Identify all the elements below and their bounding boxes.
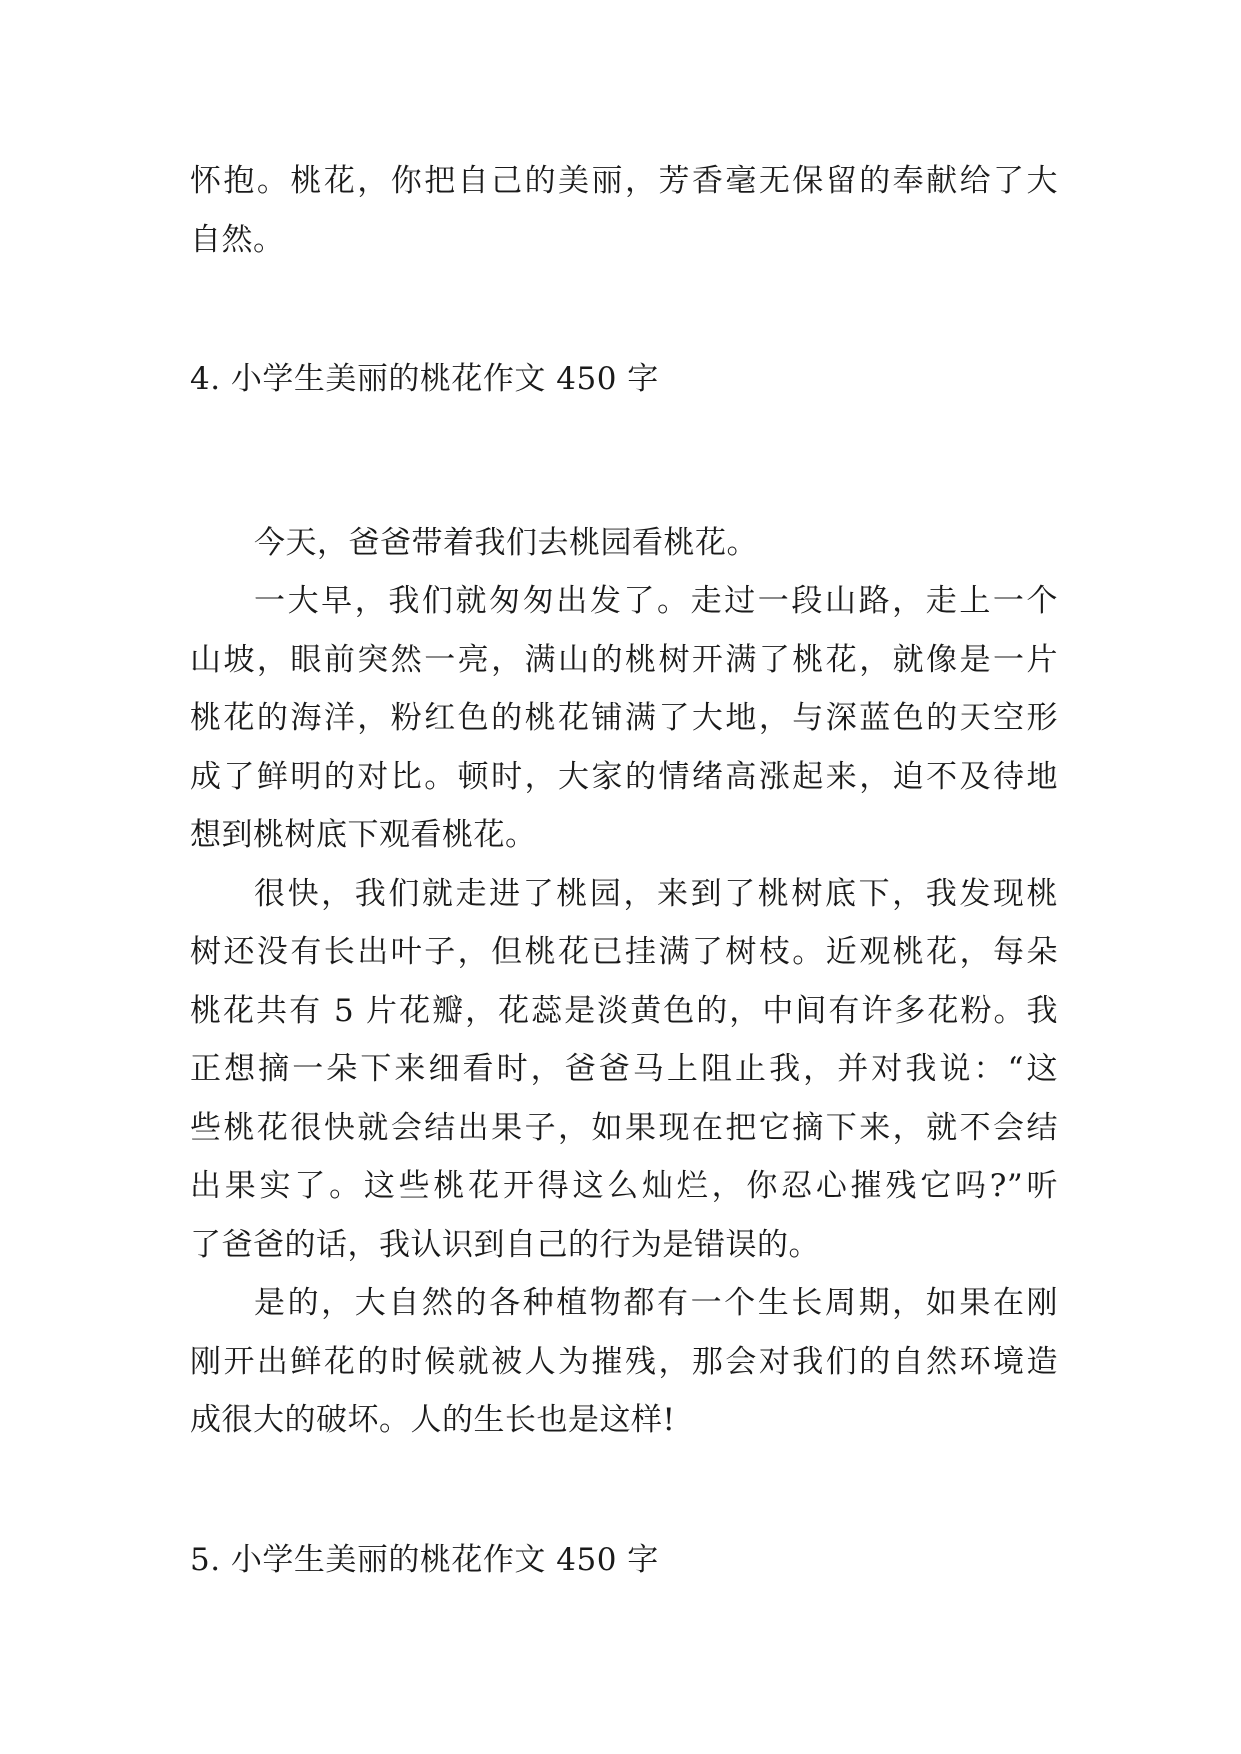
text-line: 桃花的海洋，粉红色的桃花铺满了大地，与深蓝色的天空形: [190, 700, 1058, 736]
text-line: 很快，我们就走进了桃园，来到了桃树底下，我发现桃: [254, 875, 1058, 912]
text-line: 一大早，我们就匆匆出发了。走过一段山路，走上一个: [254, 583, 1058, 619]
intro-paragraph: [190, 152, 1058, 269]
text-line: 了爸爸的话，我认识到自己的行为是错误的。: [190, 1226, 820, 1263]
text-line: 桃花共有 5 片花瓣，花蕊是淡黄色的，中间有许多花粉。我: [190, 992, 1058, 1029]
section-5-heading: 5. 小学生美丽的桃花作文 450 字: [190, 1541, 659, 1578]
document-page: [190, 152, 1058, 1589]
text-line: 自然。: [190, 221, 285, 258]
text-line: 是的，大自然的各种植物都有一个生长周期，如果在刚: [254, 1285, 1058, 1321]
section-4-paragraph-3: [190, 865, 1058, 1275]
section-4-paragraph-2: [190, 572, 1058, 865]
section-4-heading: 4. 小学生美丽的桃花作文 450 字: [190, 361, 659, 397]
text-line: 想到桃树底下观看桃花。: [190, 817, 537, 853]
text-line: 怀抱。桃花，你把自己的美丽，芳香毫无保留的奉献给了大: [190, 163, 1058, 199]
text-line: 成很大的破坏。人的生长也是这样!: [190, 1402, 676, 1438]
section-4-paragraph-4: [190, 1274, 1058, 1450]
section-4-paragraph-1: [190, 514, 1058, 573]
text-line: 些桃花很快就会结出果子，如果现在把它摘下来，就不会结: [190, 1109, 1058, 1146]
text-line: 正想摘一朵下来细看时，爸爸马上阻止我，并对我说：“这: [190, 1051, 1058, 1087]
text-line: 今天，爸爸带着我们去桃园看桃花。: [254, 524, 758, 561]
text-line: 成了鲜明的对比。顿时，大家的情绪高涨起来，迫不及待地: [190, 758, 1058, 795]
text-line: 树还没有长出叶子，但桃花已挂满了树枝。近观桃花，每朵: [190, 934, 1058, 970]
text-line: 刚开出鲜花的时候就被人为摧残，那会对我们的自然环境造: [190, 1343, 1058, 1380]
text-line: 出果实了。这些桃花开得这么灿烂，你忍心摧残它吗?”听: [190, 1168, 1058, 1204]
text-line: 山坡，眼前突然一亮，满山的桃树开满了桃花，就像是一片: [190, 641, 1058, 678]
